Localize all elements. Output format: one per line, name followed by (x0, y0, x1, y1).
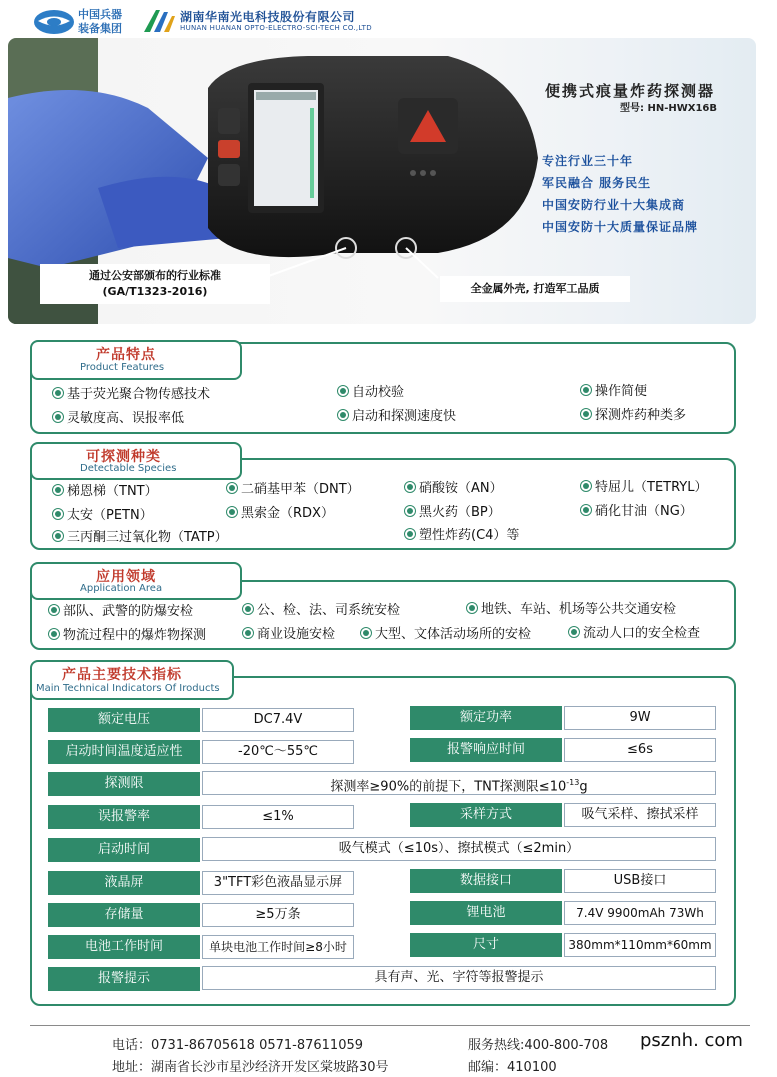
application-item (568, 622, 700, 641)
feature-item (52, 383, 210, 402)
spec-label: 探测限 (48, 772, 200, 796)
species-item (580, 476, 707, 495)
bullet-icon (580, 384, 592, 396)
species-item (404, 477, 503, 496)
species-item (52, 526, 228, 545)
bullet-icon (466, 602, 478, 614)
bullet-icon (580, 408, 592, 420)
species-text: 塑性炸药(C4）等 (419, 528, 520, 543)
spec-value-detection-limit (202, 771, 716, 795)
species-text: 梯恩梯（TNT） (67, 484, 158, 499)
specs-subtitle: Main Technical Indicators Of Iroducts (36, 683, 220, 694)
feature-text: 启动和探测速度快 (352, 409, 457, 424)
features-subtitle: Product Features (80, 362, 165, 373)
spec-label: 报警提示 (48, 967, 200, 991)
application-text: 物流过程中的爆炸物探测 (63, 628, 207, 643)
feature-text: 自动校验 (352, 385, 405, 400)
species-item (226, 478, 360, 497)
application-text: 部队、武警的防爆安检 (63, 604, 194, 619)
metal-shell-callout: 全金属外壳, 打造军工品质 (440, 276, 630, 302)
spec-value: 9W (564, 706, 716, 730)
standard-callout-line1: 通过公安部颁布的行业标准 (89, 269, 221, 282)
application-item (48, 624, 206, 643)
feature-item (337, 381, 404, 400)
standard-callout-line2: (GA/T1323-2016) (102, 285, 208, 298)
spec-value: ≥5万条 (202, 903, 354, 927)
application-item (242, 623, 335, 642)
spec-value: ≤1% (202, 805, 354, 829)
bullet-icon (337, 409, 349, 421)
spec-value: 380mm*110mm*60mm (564, 933, 716, 957)
group-name (78, 8, 122, 36)
feature-text: 操作简便 (595, 384, 648, 399)
feature-item (580, 380, 647, 399)
spec-label: 数据接口 (410, 869, 562, 893)
spec-label: 启动时间温度适应性 (48, 740, 200, 764)
species-subtitle: Detectable Species (80, 463, 177, 474)
species-item (226, 502, 334, 521)
spec-label: 启动时间 (48, 838, 200, 862)
bullet-icon (52, 530, 64, 542)
spec-label: 液晶屏 (48, 871, 200, 895)
spec-label: 锂电池 (410, 901, 562, 925)
application-title: 应用领域 (96, 569, 156, 585)
bullet-icon (52, 411, 64, 423)
product-title: 便携式痕量炸药探测器 (545, 82, 716, 100)
bullet-icon (404, 505, 416, 517)
spec-label: 电池工作时间 (48, 935, 200, 959)
spec-label: 额定电压 (48, 708, 200, 732)
spec-value: ≤6s (564, 738, 716, 762)
company-logo-icon (142, 6, 176, 34)
spec-value: 具有声、光、字符等报警提示 (202, 966, 716, 990)
bullet-icon (337, 385, 349, 397)
spec-value: DC7.4V (202, 708, 354, 732)
feature-text: 探测炸药种类多 (595, 408, 687, 423)
group-logo-icon (32, 8, 76, 36)
species-text: 硝酸铵（AN） (419, 481, 503, 496)
feature-item (52, 407, 184, 426)
feature-text: 灵敏度高、误报率低 (67, 411, 185, 426)
spec-value-exponent: -13 (566, 778, 580, 787)
spec-value: 单块电池工作时间≥8小时 (202, 935, 354, 959)
bullet-icon (48, 628, 60, 640)
application-item (360, 623, 531, 642)
spec-label: 报警响应时间 (410, 738, 562, 762)
bullet-icon (568, 626, 580, 638)
spec-value: USB接口 (564, 869, 716, 893)
spec-label: 尺寸 (410, 933, 562, 957)
feature-text: 基于荧光聚合物传感技术 (67, 387, 211, 402)
species-text: 特屈儿（TETRYL） (595, 480, 708, 495)
feature-item (580, 404, 686, 423)
species-text: 二硝基甲苯（DNT） (241, 482, 360, 497)
application-item (48, 600, 193, 619)
company-name-en: HUNAN HUANAN OPTO-ELECTRO-SCI-TECH CO.,LTD (180, 24, 372, 32)
footer-divider (30, 1025, 750, 1026)
footer-postcode: 邮编：410100 (468, 1060, 557, 1075)
slogan-2: 军民融合 服务民生 (542, 176, 652, 190)
company-name-cn: 湖南华南光电科技股份有限公司 (180, 10, 356, 24)
species-text: 三丙酮三过氧化物（TATP） (67, 530, 228, 545)
species-item (52, 480, 158, 499)
bullet-icon (404, 481, 416, 493)
footer-phone: 电话：0731-86705618 0571-87611059 (112, 1038, 364, 1053)
species-text: 黑火药（BP） (419, 505, 501, 520)
application-text: 流动人口的安全检查 (583, 626, 701, 641)
spec-value: 7.4V 9900mAh 73Wh (564, 901, 716, 925)
bullet-icon (52, 508, 64, 520)
bullet-icon (242, 627, 254, 639)
spec-label: 误报警率 (48, 805, 200, 829)
application-item (242, 599, 400, 618)
species-item (404, 501, 501, 520)
spec-label: 额定功率 (410, 706, 562, 730)
slogan-3: 中国安防行业十大集成商 (542, 198, 686, 212)
group-name-line1: 中国兵器 (78, 8, 122, 21)
spec-value-text: 探测率≥90%的前提下，TNT探测限≤10 (330, 779, 567, 795)
spec-label: 存储量 (48, 903, 200, 927)
bullet-icon (48, 604, 60, 616)
application-subtitle: Application Area (80, 583, 163, 594)
bullet-icon (360, 627, 372, 639)
spec-value: 3"TFT彩色液晶显示屏 (202, 871, 354, 895)
application-item (466, 598, 676, 617)
spec-value-unit: g (579, 779, 588, 795)
bullet-icon (580, 504, 592, 516)
bullet-icon (242, 603, 254, 615)
bullet-icon (580, 480, 592, 492)
species-item (580, 500, 693, 519)
product-model: 型号: HN-HWX16B (620, 103, 718, 114)
group-name-line2: 装备集团 (78, 22, 122, 35)
standard-callout (40, 264, 270, 304)
feature-item (337, 405, 456, 424)
species-text: 太安（PETN） (67, 508, 153, 523)
spec-label: 采样方式 (410, 803, 562, 827)
species-item (404, 524, 519, 543)
slogan-4: 中国安防十大质量保证品牌 (542, 220, 699, 234)
species-item (52, 504, 153, 523)
bullet-icon (404, 528, 416, 540)
spec-value: 吸气采样、擦拭采样 (564, 803, 716, 827)
slogan-1: 专注行业三十年 (542, 154, 634, 168)
footer-hotline: 服务热线:400-800-708 (468, 1038, 609, 1053)
application-text: 大型、文体活动场所的安检 (375, 627, 532, 642)
features-title: 产品特点 (96, 347, 156, 363)
bullet-icon (52, 484, 64, 496)
specs-title: 产品主要技术指标 (62, 667, 182, 683)
bullet-icon (226, 506, 238, 518)
species-text: 黑索金（RDX） (241, 506, 334, 521)
footer-address: 地址：湖南省长沙市星沙经济开发区棠坡路30号 (112, 1060, 389, 1075)
species-text: 硝化甘油（NG） (595, 504, 693, 519)
spec-value: 吸气模式（≤10s）、擦拭模式（≤2min） (202, 837, 716, 861)
application-text: 商业设施安检 (257, 627, 336, 642)
spec-value: -20℃～55℃ (202, 740, 354, 764)
bullet-icon (52, 387, 64, 399)
watermark: psznh. com (640, 1030, 743, 1051)
application-text: 地铁、车站、机场等公共交通安检 (481, 602, 677, 617)
species-title: 可探测种类 (86, 449, 161, 465)
application-text: 公、检、法、司系统安检 (257, 603, 401, 618)
bullet-icon (226, 482, 238, 494)
